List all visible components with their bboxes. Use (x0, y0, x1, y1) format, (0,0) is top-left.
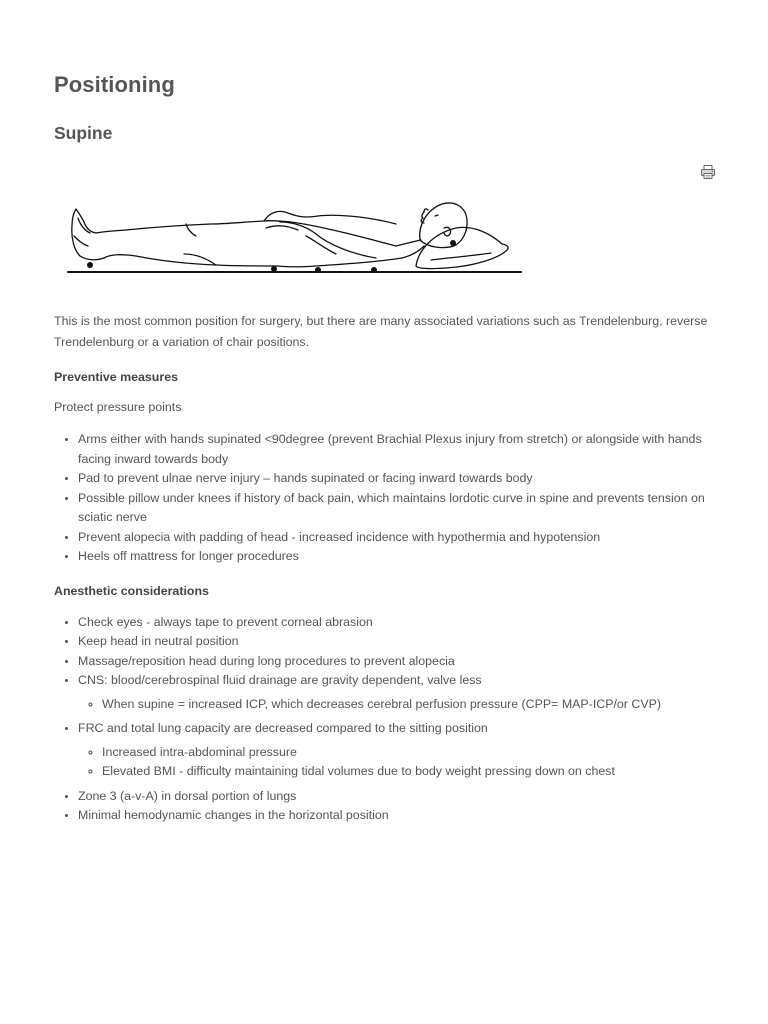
anesthetic-list (54, 613, 714, 826)
list-item: • Massage/reposition head during long procedures to prevent alopecia (78, 652, 714, 672)
preventive-list (54, 430, 714, 567)
anesthetic-heading: Anesthetic considerations (54, 583, 209, 598)
list-item: • Keep head in neutral position (78, 632, 714, 652)
list-item: • Zone 3 (a-v-A) in dorsal portion of lungs (78, 787, 714, 807)
sub-list-item: ◦ When supine = increased ICP, which decreases cerebral perfusion pressure (CPP= MAP-ICP/or CVP) (102, 695, 714, 715)
article-body (54, 311, 714, 826)
printer-icon[interactable] (700, 164, 716, 180)
sub-list-item: ◦ Elevated BMI - difficulty maintaining tidal volumes due to body weight pressing down on chest (102, 762, 714, 782)
list-item (78, 719, 714, 782)
list-item: • Possible pillow under knees if history of back pain, which maintains lordotic curve in spine and prevents tension on sciatic nerve (78, 489, 714, 528)
list-item: • Prevent alopecia with padding of head - increased incidence with hypothermia and hypotension (78, 528, 714, 548)
list-item (78, 671, 714, 714)
intro-paragraph: This is the most common position for surgery, but there are many associated variations such as Trendelenburg, reverse Trendelenburg or a variation of chair positions. (54, 314, 708, 349)
page-title: Positioning (54, 72, 175, 97)
sub-list-item: ◦ Increased intra-abdominal pressure (102, 743, 714, 763)
preventive-heading: Preventive measures (54, 370, 178, 384)
list-item: • Heels off mattress for longer procedures (78, 547, 714, 567)
section-title: Supine (54, 123, 113, 143)
sub-list (78, 743, 714, 782)
list-item: • Pad to prevent ulnae nerve injury – hands supinated or facing inward towards body (78, 469, 714, 489)
preventive-lead: Protect pressure points (54, 400, 182, 414)
list-item: • Check eyes - always tape to prevent corneal abrasion (78, 613, 714, 633)
list-item-text: CNS: blood/cerebrospinal fluid drainage are gravity dependent, valve less (78, 673, 482, 687)
list-item: • Arms either with hands supinated <90degree (prevent Brachial Plexus injury from stretch) or alongside with hands facing inward towards body (78, 430, 714, 469)
sub-list (78, 695, 714, 715)
supine-patient-illustration (66, 196, 536, 278)
list-item: • Minimal hemodynamic changes in the horizontal position (78, 806, 714, 826)
list-item-text: FRC and total lung capacity are decreased compared to the sitting position (78, 721, 488, 735)
